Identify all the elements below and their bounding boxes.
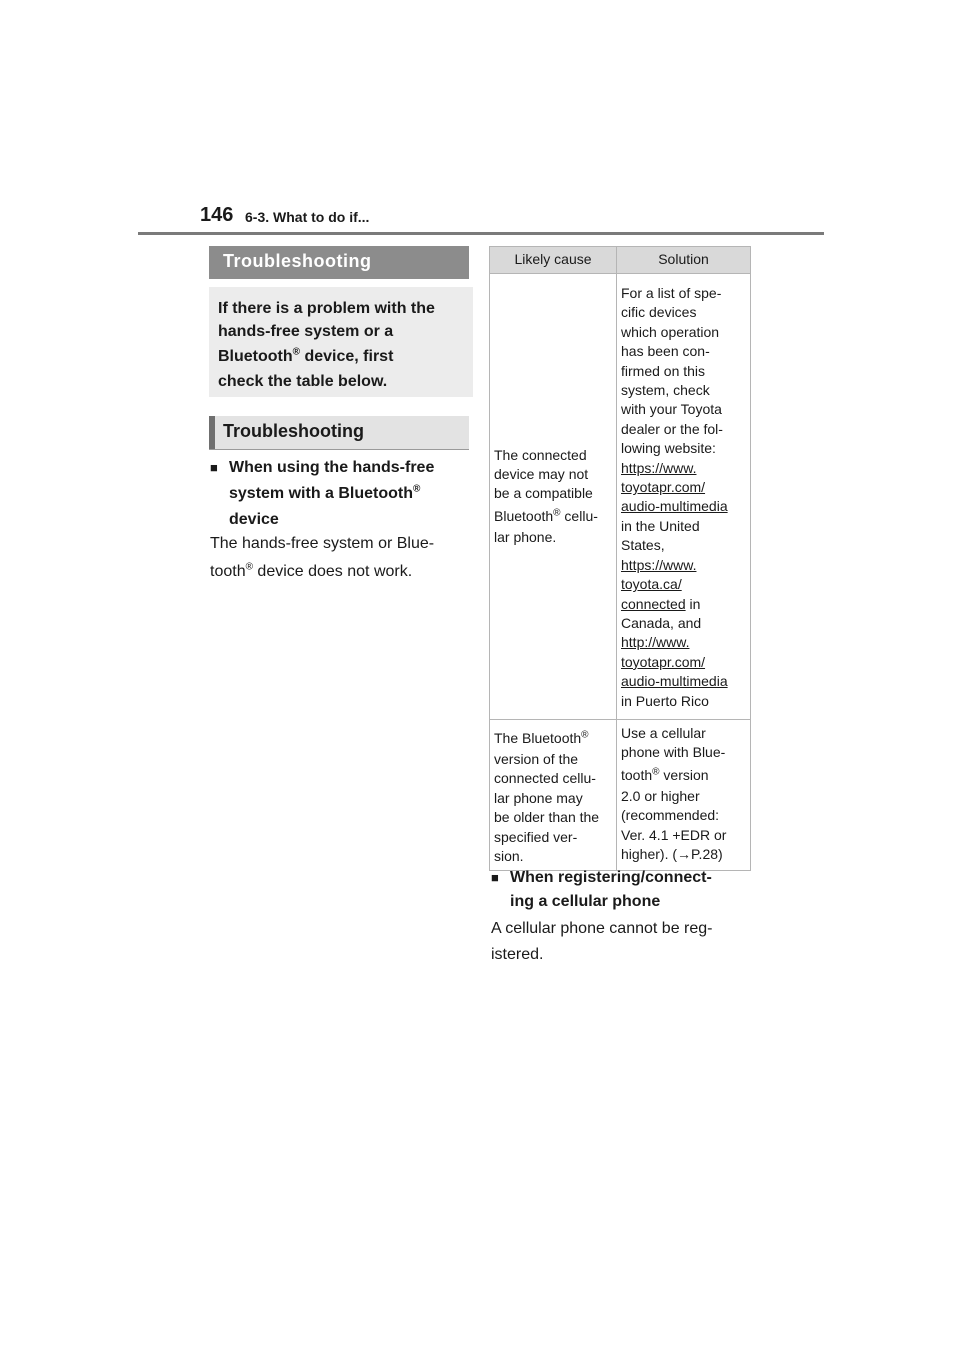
body-registering xyxy=(491,916,761,968)
registered-mark: ® xyxy=(245,561,253,573)
subhead-line xyxy=(210,480,480,508)
solution-line: phone with Blue- xyxy=(621,744,726,761)
square-bullet-icon: ■ xyxy=(210,460,218,475)
subhead-hands-free xyxy=(210,456,480,532)
url-link-canada[interactable]: connected xyxy=(621,595,686,612)
cause-line: device may not xyxy=(494,466,589,483)
cause-line: sion. xyxy=(494,847,524,864)
cause-line: lar phone. xyxy=(494,528,557,545)
solution-text: version xyxy=(659,766,709,783)
subhead-text: system with a Bluetooth xyxy=(229,485,414,502)
solution-line: system, check xyxy=(621,382,710,399)
cause-line: connected cellu- xyxy=(494,770,596,787)
troubleshooting-banner: Troubleshooting xyxy=(209,246,469,279)
registered-mark: ® xyxy=(292,346,301,358)
intro-line: If there is a problem with the xyxy=(218,300,435,317)
table-row xyxy=(490,274,751,720)
solution-cell xyxy=(617,719,751,870)
intro-box xyxy=(209,287,473,397)
body-line: istered. xyxy=(491,946,544,963)
cause-line: specified ver- xyxy=(494,828,578,845)
body-line: A cellular phone cannot be reg- xyxy=(491,920,713,937)
troubleshooting-subbanner: Troubleshooting xyxy=(209,416,469,449)
intro-line xyxy=(218,343,463,370)
header-rule xyxy=(138,232,824,235)
solution-line xyxy=(621,763,746,787)
solution-line: in Puerto Rico xyxy=(621,692,709,709)
solution-line: (recommended: xyxy=(621,807,720,824)
solution-cell xyxy=(617,274,751,720)
subhead-line: When registering/connect- xyxy=(510,869,712,886)
solution-line: has been con- xyxy=(621,343,710,360)
body-line: The hands-free system or Blue- xyxy=(210,535,435,552)
registered-mark: ® xyxy=(652,766,660,778)
body-hands-free xyxy=(210,531,480,587)
cause-line xyxy=(494,726,612,750)
url-link-canada[interactable]: toyota.ca/ xyxy=(621,576,682,593)
column-header-cause: Likely cause xyxy=(490,247,617,274)
cause-line: lar phone may xyxy=(494,789,583,806)
cause-line: be older than the xyxy=(494,809,600,826)
intro-text: device, first xyxy=(300,348,394,365)
subhead-line: ing a cellular phone xyxy=(510,893,661,910)
solution-line: Canada, and xyxy=(621,614,702,631)
subbanner-rule xyxy=(209,449,469,450)
url-link-us[interactable]: https://www. xyxy=(621,459,697,476)
cause-line: The connected xyxy=(494,446,587,463)
body-text: tooth xyxy=(210,563,246,580)
solution-line: Use a cellular xyxy=(621,724,706,741)
url-link-puerto-rico[interactable]: toyotapr.com/ xyxy=(621,653,706,670)
url-link-us[interactable]: audio-multimedia xyxy=(621,498,728,515)
solution-line: cific devices xyxy=(621,304,697,321)
body-text: device does not work. xyxy=(252,563,413,580)
cause-line xyxy=(494,504,612,528)
solution-line: firmed on this xyxy=(621,362,706,379)
page-number: 146 xyxy=(200,204,234,226)
cause-cell xyxy=(490,274,617,720)
table-header-row xyxy=(490,247,751,274)
solution-line: higher). (→P.28) xyxy=(621,845,723,862)
solution-text: in xyxy=(685,595,701,612)
square-bullet-icon: ■ xyxy=(491,870,499,885)
cause-text: cellu- xyxy=(560,507,598,524)
cause-line: be a compatible xyxy=(494,485,593,502)
subhead-line: When using the hands-free xyxy=(229,459,435,476)
solution-line: For a list of spe- xyxy=(621,285,722,301)
solution-text: tooth xyxy=(621,766,653,783)
subhead-line: device xyxy=(229,511,279,528)
cause-cell xyxy=(490,719,617,870)
solution-line: dealer or the fol- xyxy=(621,420,723,437)
column-header-solution: Solution xyxy=(617,247,751,274)
troubleshooting-table xyxy=(489,246,751,871)
solution-line: with your Toyota xyxy=(621,401,722,418)
solution-line: which operation xyxy=(621,323,720,340)
solution-line: lowing website: xyxy=(621,440,716,457)
solution-line: Ver. 4.1 +EDR or xyxy=(621,826,727,843)
intro-line: check the table below. xyxy=(218,373,388,390)
intro-line: hands-free system or a xyxy=(218,323,394,340)
url-link-puerto-rico[interactable]: audio-multimedia xyxy=(621,673,728,690)
body-line xyxy=(210,557,480,587)
section-title: 6-3. What to do if... xyxy=(245,209,370,225)
solution-line xyxy=(621,595,746,614)
url-link-us[interactable]: toyotapr.com/ xyxy=(621,479,706,496)
subhead-registering xyxy=(491,866,761,914)
cause-line: version of the xyxy=(494,750,579,767)
table-row xyxy=(490,719,751,870)
intro-text: Bluetooth xyxy=(218,348,293,365)
cause-text: The Bluetooth xyxy=(494,729,582,746)
cause-text: Bluetooth xyxy=(494,507,554,524)
solution-line: 2.0 or higher xyxy=(621,787,700,804)
registered-mark: ® xyxy=(581,729,589,741)
solution-line: in the United xyxy=(621,517,700,534)
registered-mark: ® xyxy=(413,483,421,495)
registered-mark: ® xyxy=(553,507,561,519)
url-link-canada[interactable]: https://www. xyxy=(621,556,697,573)
solution-line: States, xyxy=(621,537,665,554)
url-link-puerto-rico[interactable]: http://www. xyxy=(621,634,690,651)
